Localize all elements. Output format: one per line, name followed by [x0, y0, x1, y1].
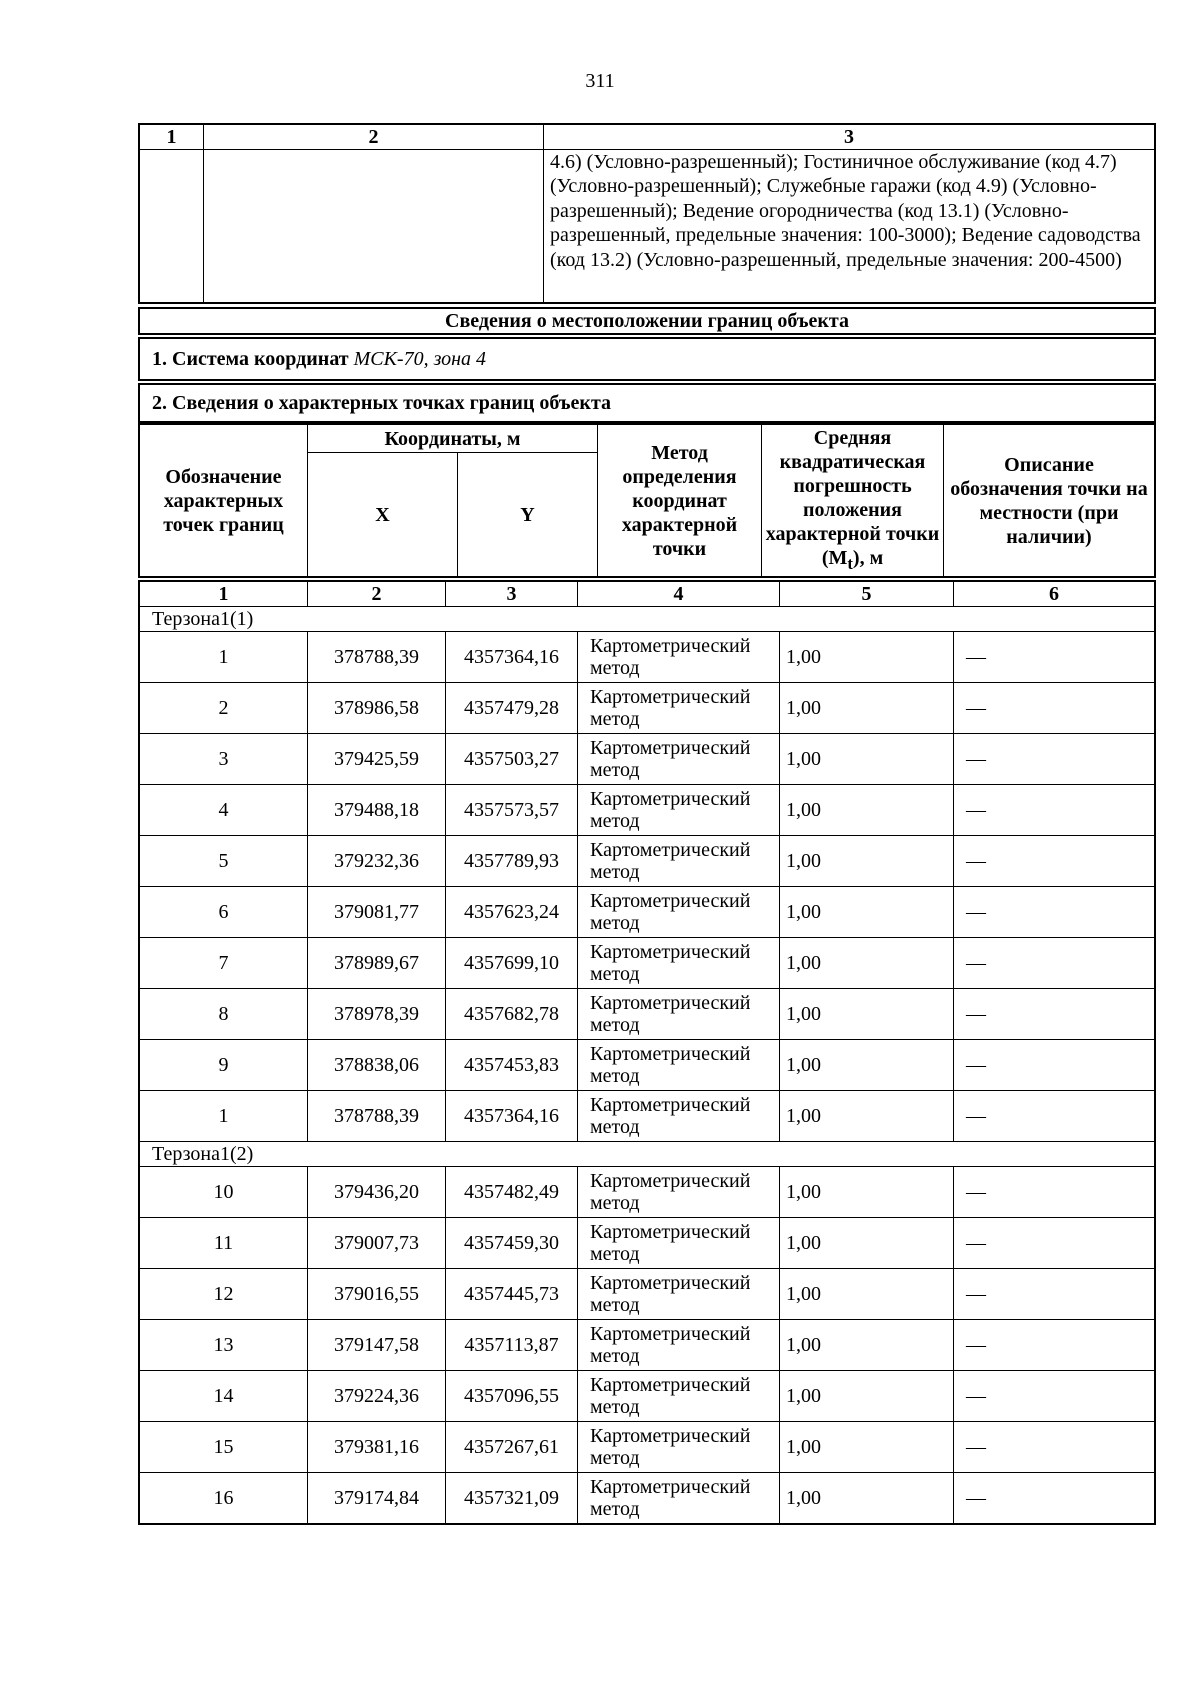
table-row — [140, 632, 1155, 683]
error-value: 1,00 — [780, 683, 954, 734]
coord-x: 379147,58 — [308, 1320, 446, 1371]
header-method: Метод определения координат характерной точки — [598, 425, 762, 577]
description: — — [954, 1040, 1155, 1091]
description: — — [954, 1218, 1155, 1269]
column-number: 5 — [780, 582, 954, 607]
coord-y: 4357482,49 — [446, 1167, 578, 1218]
coord-system-row — [138, 337, 1156, 381]
method: Картометрический метод — [578, 1218, 780, 1269]
method: Картометрический метод — [578, 1091, 780, 1142]
error-value: 1,00 — [780, 734, 954, 785]
coord-x: 379488,18 — [308, 785, 446, 836]
coord-x: 379081,77 — [308, 887, 446, 938]
table-row — [140, 1091, 1155, 1142]
method: Картометрический метод — [578, 1040, 780, 1091]
coord-x: 379436,20 — [308, 1167, 446, 1218]
coord-y: 4357453,83 — [446, 1040, 578, 1091]
method: Картометрический метод — [578, 1371, 780, 1422]
coord-x: 379224,36 — [308, 1371, 446, 1422]
description: — — [954, 836, 1155, 887]
coord-x: 378838,06 — [308, 1040, 446, 1091]
description: — — [954, 1091, 1155, 1142]
top-table — [138, 123, 1156, 304]
zone-row — [140, 1142, 1155, 1167]
point-number: 1 — [140, 632, 308, 683]
coord-y: 4357699,10 — [446, 938, 578, 989]
description: — — [954, 1422, 1155, 1473]
column-number-row — [140, 582, 1155, 607]
header-error-tail: ), м — [852, 546, 884, 569]
coord-x: 378986,58 — [308, 683, 446, 734]
table-row — [140, 989, 1155, 1040]
description: — — [954, 632, 1155, 683]
top-cell-3: 4.6) (Условно-разрешенный); Гостиничное обслуживание (код 4.7) (Условно-разрешенный); Служебные гаражи (код 4.9) (Условно-разрешенный); Ведение огородничества (код 13.1) (Условно-разрешенный, предельные значения: 100-3000); Ведение садоводства (код 13.2) (Условно-разрешенный, предельные значения: 200-4500) — [544, 150, 1155, 303]
top-cell-2 — [204, 150, 544, 303]
coord-y: 4357445,73 — [446, 1269, 578, 1320]
coord-x: 378788,39 — [308, 632, 446, 683]
points-table — [138, 580, 1156, 1525]
method: Картометрический метод — [578, 734, 780, 785]
zone-label: Терзона1(1) — [140, 607, 1155, 632]
method: Картометрический метод — [578, 1473, 780, 1524]
coord-y: 4357267,61 — [446, 1422, 578, 1473]
description: — — [954, 1167, 1155, 1218]
points-table-header — [138, 423, 1156, 578]
column-number: 2 — [308, 582, 446, 607]
point-number: 13 — [140, 1320, 308, 1371]
table-row — [140, 1371, 1155, 1422]
coord-y: 4357321,09 — [446, 1473, 578, 1524]
header-error-sub: t — [847, 553, 853, 573]
header-x: X — [308, 453, 458, 577]
description: — — [954, 1371, 1155, 1422]
coord-x: 379016,55 — [308, 1269, 446, 1320]
coord-x: 379232,36 — [308, 836, 446, 887]
table-row — [140, 1422, 1155, 1473]
point-number: 7 — [140, 938, 308, 989]
point-number: 15 — [140, 1422, 308, 1473]
error-value: 1,00 — [780, 1091, 954, 1142]
description: — — [954, 938, 1155, 989]
table-row — [140, 1040, 1155, 1091]
table-row — [140, 1320, 1155, 1371]
coord-x: 378788,39 — [308, 1091, 446, 1142]
error-value: 1,00 — [780, 836, 954, 887]
header-designation: Обозначение характерных точек границ — [140, 425, 308, 577]
method: Картометрический метод — [578, 938, 780, 989]
error-value: 1,00 — [780, 1167, 954, 1218]
coord-x: 379425,59 — [308, 734, 446, 785]
top-col-header-1: 1 — [140, 125, 204, 150]
table-row — [140, 1269, 1155, 1320]
coord-x: 379381,16 — [308, 1422, 446, 1473]
coord-x: 379007,73 — [308, 1218, 446, 1269]
table-row — [140, 836, 1155, 887]
error-value: 1,00 — [780, 887, 954, 938]
top-col-header-3: 3 — [544, 125, 1155, 150]
table-row — [140, 1218, 1155, 1269]
coord-y: 4357459,30 — [446, 1218, 578, 1269]
error-value: 1,00 — [780, 1371, 954, 1422]
point-number: 11 — [140, 1218, 308, 1269]
header-error — [762, 425, 944, 577]
coord-x: 378978,39 — [308, 989, 446, 1040]
error-value: 1,00 — [780, 1269, 954, 1320]
coord-y: 4357503,27 — [446, 734, 578, 785]
coord-y: 4357682,78 — [446, 989, 578, 1040]
table-row — [140, 683, 1155, 734]
error-value: 1,00 — [780, 785, 954, 836]
error-value: 1,00 — [780, 1422, 954, 1473]
description: — — [954, 887, 1155, 938]
error-value: 1,00 — [780, 632, 954, 683]
point-number: 16 — [140, 1473, 308, 1524]
coord-y: 4357789,93 — [446, 836, 578, 887]
error-value: 1,00 — [780, 1320, 954, 1371]
point-number: 10 — [140, 1167, 308, 1218]
point-number: 5 — [140, 836, 308, 887]
method: Картометрический метод — [578, 785, 780, 836]
coord-system-value: МСК-70, зона 4 — [353, 348, 487, 370]
point-number: 14 — [140, 1371, 308, 1422]
point-number: 9 — [140, 1040, 308, 1091]
point-number: 3 — [140, 734, 308, 785]
method: Картометрический метод — [578, 632, 780, 683]
table-row — [140, 1473, 1155, 1524]
column-number: 3 — [446, 582, 578, 607]
coord-y: 4357573,57 — [446, 785, 578, 836]
top-cell-1 — [140, 150, 204, 303]
column-number: 6 — [954, 582, 1155, 607]
top-table-body-row — [140, 150, 1155, 303]
description: — — [954, 1473, 1155, 1524]
description: — — [954, 734, 1155, 785]
header-y: Y — [458, 453, 598, 577]
top-table-header-row — [140, 125, 1155, 150]
table-row — [140, 734, 1155, 785]
table-row — [140, 887, 1155, 938]
points-heading: 2. Сведения о характерных точках границ объекта — [138, 383, 1156, 423]
method: Картометрический метод — [578, 836, 780, 887]
method: Картометрический метод — [578, 1167, 780, 1218]
point-number: 12 — [140, 1269, 308, 1320]
description: — — [954, 1320, 1155, 1371]
zone-row — [140, 607, 1155, 632]
header-description: Описание обозначения точки на местности (при наличии) — [944, 425, 1155, 577]
coord-y: 4357364,16 — [446, 632, 578, 683]
method: Картометрический метод — [578, 683, 780, 734]
table-row — [140, 1167, 1155, 1218]
coord-y: 4357113,87 — [446, 1320, 578, 1371]
section-title: Сведения о местоположении границ объекта — [138, 307, 1156, 335]
coord-system-label: 1. Система координат — [152, 348, 349, 370]
description: — — [954, 785, 1155, 836]
description: — — [954, 1269, 1155, 1320]
error-value: 1,00 — [780, 1040, 954, 1091]
point-number: 2 — [140, 683, 308, 734]
coord-y: 4357364,16 — [446, 1091, 578, 1142]
point-number: 1 — [140, 1091, 308, 1142]
error-value: 1,00 — [780, 1473, 954, 1524]
point-number: 8 — [140, 989, 308, 1040]
column-number: 1 — [140, 582, 308, 607]
method: Картометрический метод — [578, 887, 780, 938]
method: Картометрический метод — [578, 1269, 780, 1320]
point-number: 6 — [140, 887, 308, 938]
table-row — [140, 785, 1155, 836]
error-value: 1,00 — [780, 938, 954, 989]
table-row — [140, 938, 1155, 989]
top-col-header-2: 2 — [204, 125, 544, 150]
point-number: 4 — [140, 785, 308, 836]
header-error-main: Средняя квадратическая погрешность положения характерной точки (M — [765, 426, 940, 569]
method: Картометрический метод — [578, 1422, 780, 1473]
header-coordinates: Координаты, м — [308, 425, 598, 453]
page-number: 311 — [585, 70, 615, 92]
coord-x: 379174,84 — [308, 1473, 446, 1524]
description: — — [954, 989, 1155, 1040]
method: Картометрический метод — [578, 989, 780, 1040]
coord-y: 4357623,24 — [446, 887, 578, 938]
method: Картометрический метод — [578, 1320, 780, 1371]
column-number: 4 — [578, 582, 780, 607]
description: — — [954, 683, 1155, 734]
zone-label: Терзона1(2) — [140, 1142, 1155, 1167]
error-value: 1,00 — [780, 989, 954, 1040]
coord-x: 378989,67 — [308, 938, 446, 989]
coord-y: 4357096,55 — [446, 1371, 578, 1422]
error-value: 1,00 — [780, 1218, 954, 1269]
coord-y: 4357479,28 — [446, 683, 578, 734]
